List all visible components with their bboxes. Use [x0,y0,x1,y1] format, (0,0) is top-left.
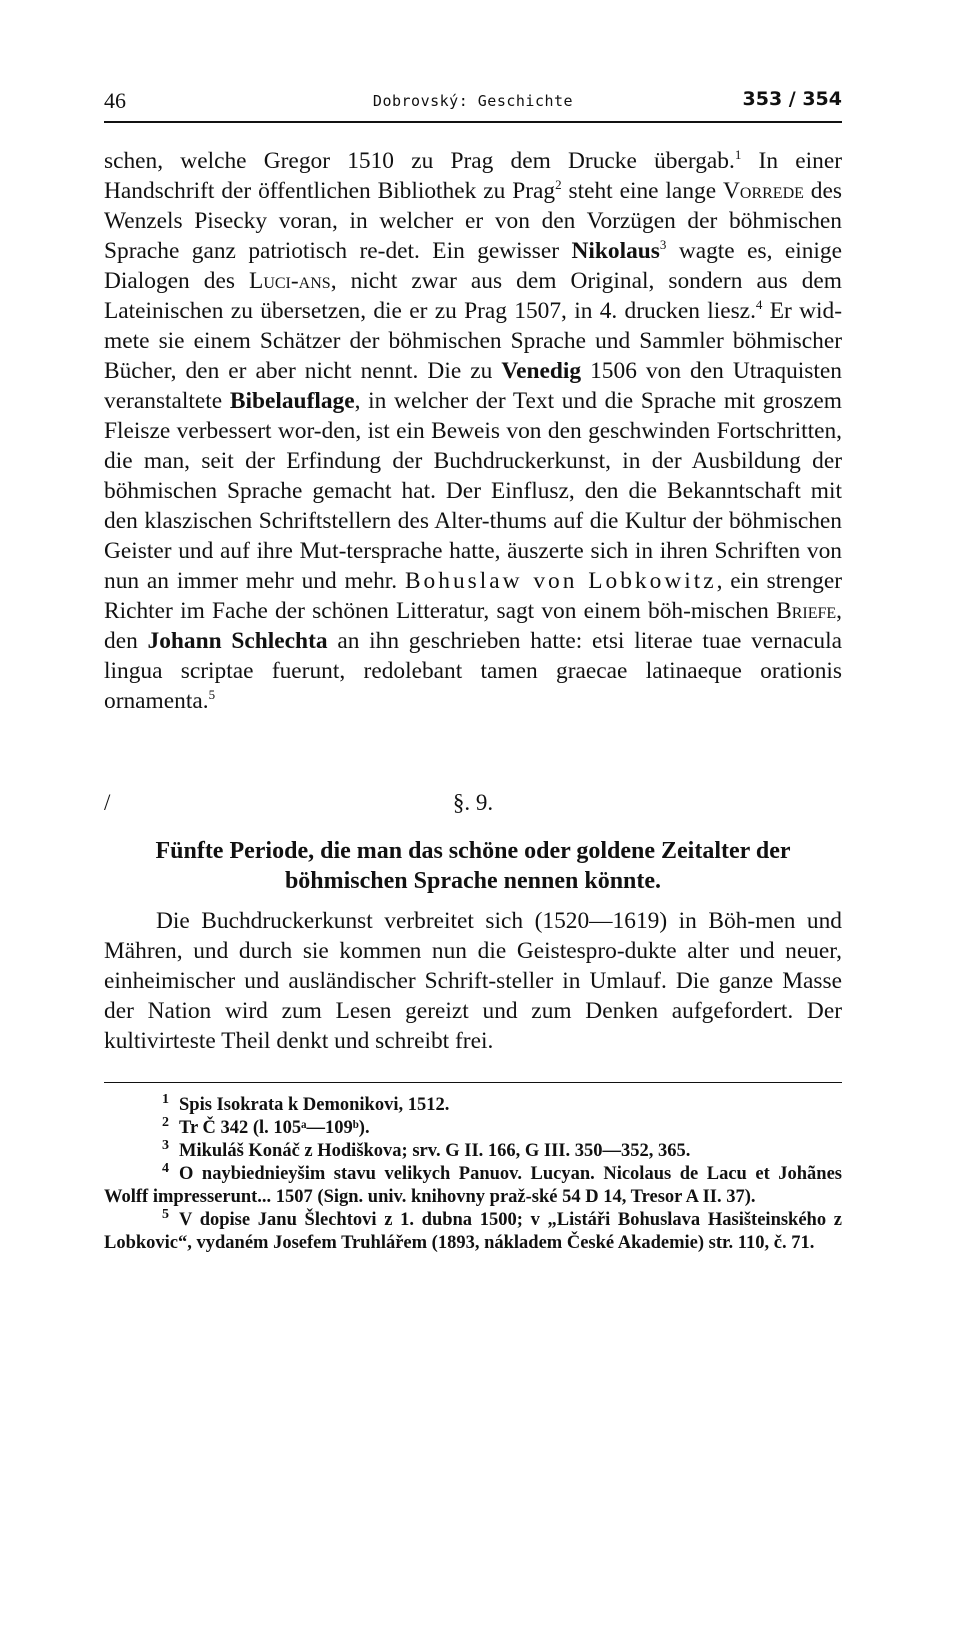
text-run: 1506 von den Utraquisten veranstaltete [104,358,842,414]
footnote-text: Tr Č 342 (l. 105ᵃ—109ᵇ). [179,1118,370,1138]
emphasis-vorrede: Vorrede [723,178,804,204]
emphasis-bohuslaw: Bohuslaw von Lobkowitz [404,568,717,594]
main-paragraph [104,146,842,716]
text-run: wagte es, einige Dialogen des [104,238,842,294]
folio-reference: 353 / 354 [742,88,842,110]
text-run: In einer Handschrift der öffentlichen Bibliothek zu Prag [104,148,842,204]
footnote-rule [104,1082,842,1083]
text-run: , ein strenger Richter im Fache der schönen Litteratur, sagt von einem böh-mischen [104,568,843,624]
text-run: steht eine lange [561,178,723,204]
margin-slash: / [104,790,111,815]
header-rule [104,121,842,123]
footnote-1 [104,1091,842,1117]
page-header [104,88,842,118]
footnotes [104,1091,842,1255]
emphasis-lucians: Luci-ans [249,268,331,294]
emphasis-briefe: Briefe [776,598,837,624]
paragraph-text: Die Buchdruckerkunst verbreitet sich (1520—1619) in Böh-men und Mähren, und durch sie kommen nun die Geistespro-dukte alter und neuer, einheimischer und ausländischer Schrift-steller in Umlauf. Die ganze Masse der Nation wird zum Lesen gereizt und zum Denken aufgefordert. Der kultivirteste Theil denkt und schreibt frei. [104,908,842,1054]
footnote-mark: 4 [162,1160,169,1176]
heading-line-2: böhmischen Sprache nennen könnte. [284,868,662,894]
emphasis-nikolaus: Nikolaus [571,238,660,264]
footnote-ref: 2 [555,177,562,193]
footnote-mark: 5 [162,1206,169,1222]
footnote-4 [104,1160,842,1209]
text-run: , in welcher der Text und die Sprache mit groszem Fleisze verbessert wor-den, ist ein Beweis von den geschwinden Fortschritten, die man, seit der Erfindung der Buchdruckerkunst, in der Ausbildung der böhmischen Sprache gemacht hat. Der Einflusz, den die Bekanntschaft mit den klaszischen Schriftstellern des Alter-thums auf die Kultur der böhmischen Geister und auf ihre Mut-tersprache hatte, äuszerte sich in ihren Schriften von nun an immer mehr und mehr. [104,388,842,594]
footnote-5 [104,1206,842,1255]
second-paragraph [104,906,842,1056]
emphasis-bibelauflage: Bibelauflage [229,388,355,414]
paragraph-text [104,146,842,716]
footnote-text: V dopise Janu Šlechtovi z 1. dubna 1500; v „Listáři Bohuslava Hasišteinského z Lobkovic“, vydaném Josefem Truhlářem (1893, nákladem České Akademie) str. 110, č. 71. [104,1210,842,1253]
text-run: Er wid-mete sie einem Schätzer der böhmischen Sprache und Sammler böhmischer Bücher, den er aber nicht nennt. Die zu [104,298,842,384]
footnote-3 [104,1137,842,1163]
footnote-mark: 1 [162,1091,169,1107]
footnote-text: O naybiednieyšim stavu velikych Panuov. Lucyan. Nicolaus de Lacu et Johãnes Wolff impresserunt... 1507 (Sign. univ. knihovny praž-ské 54 D 14, Tresor A II. 37). [104,1164,842,1207]
section-heading [104,836,842,896]
footnote-text: Spis Isokrata k Demonikovi, 1512. [179,1095,450,1115]
footnote-ref: 1 [734,147,742,163]
footnote-ref: 4 [755,297,763,313]
text-run: des Wenzels Pisecky voran, in welcher er von den Vorzügen der böhmischen Sprache ganz patriotisch re-det. Ein gewisser [104,178,842,264]
footnote-text: Mikuláš Konáč z Hodiškova; srv. G II. 166, G III. 350—352, 365. [179,1141,691,1161]
heading-line-1: Fünfte Periode, die man das schöne oder goldene Zeitalter der [155,838,791,864]
section-marker [104,790,842,824]
text-run: , nicht zwar aus dem Original, sondern aus dem Lateinischen zu übersetzen, die er zu Prag 1507, in 4. drucken liesz. [104,268,842,324]
footnote-mark: 2 [162,1114,169,1130]
footnote-ref: 3 [659,237,667,253]
section-number: §. 9. [452,790,494,815]
footnote-ref: 5 [208,687,216,703]
footnote-2 [104,1114,842,1140]
running-title: Dobrovský: Geschichte [372,92,574,110]
emphasis-schlechta: Johann Schlechta [147,628,328,654]
emphasis-venedig: Venedig [501,358,582,384]
text-run: schen, welche Gregor 1510 zu Prag dem Drucke übergab. [104,148,735,174]
text-run: , den [104,598,842,654]
page-number: 46 [104,88,126,113]
footnote-mark: 3 [162,1137,169,1153]
text-run: an ihn geschrieben hatte: etsi literae tuae vernacula lingua scriptae fuerunt, redolebant tamen graecae latinaeque orationis ornamenta. [104,628,842,714]
